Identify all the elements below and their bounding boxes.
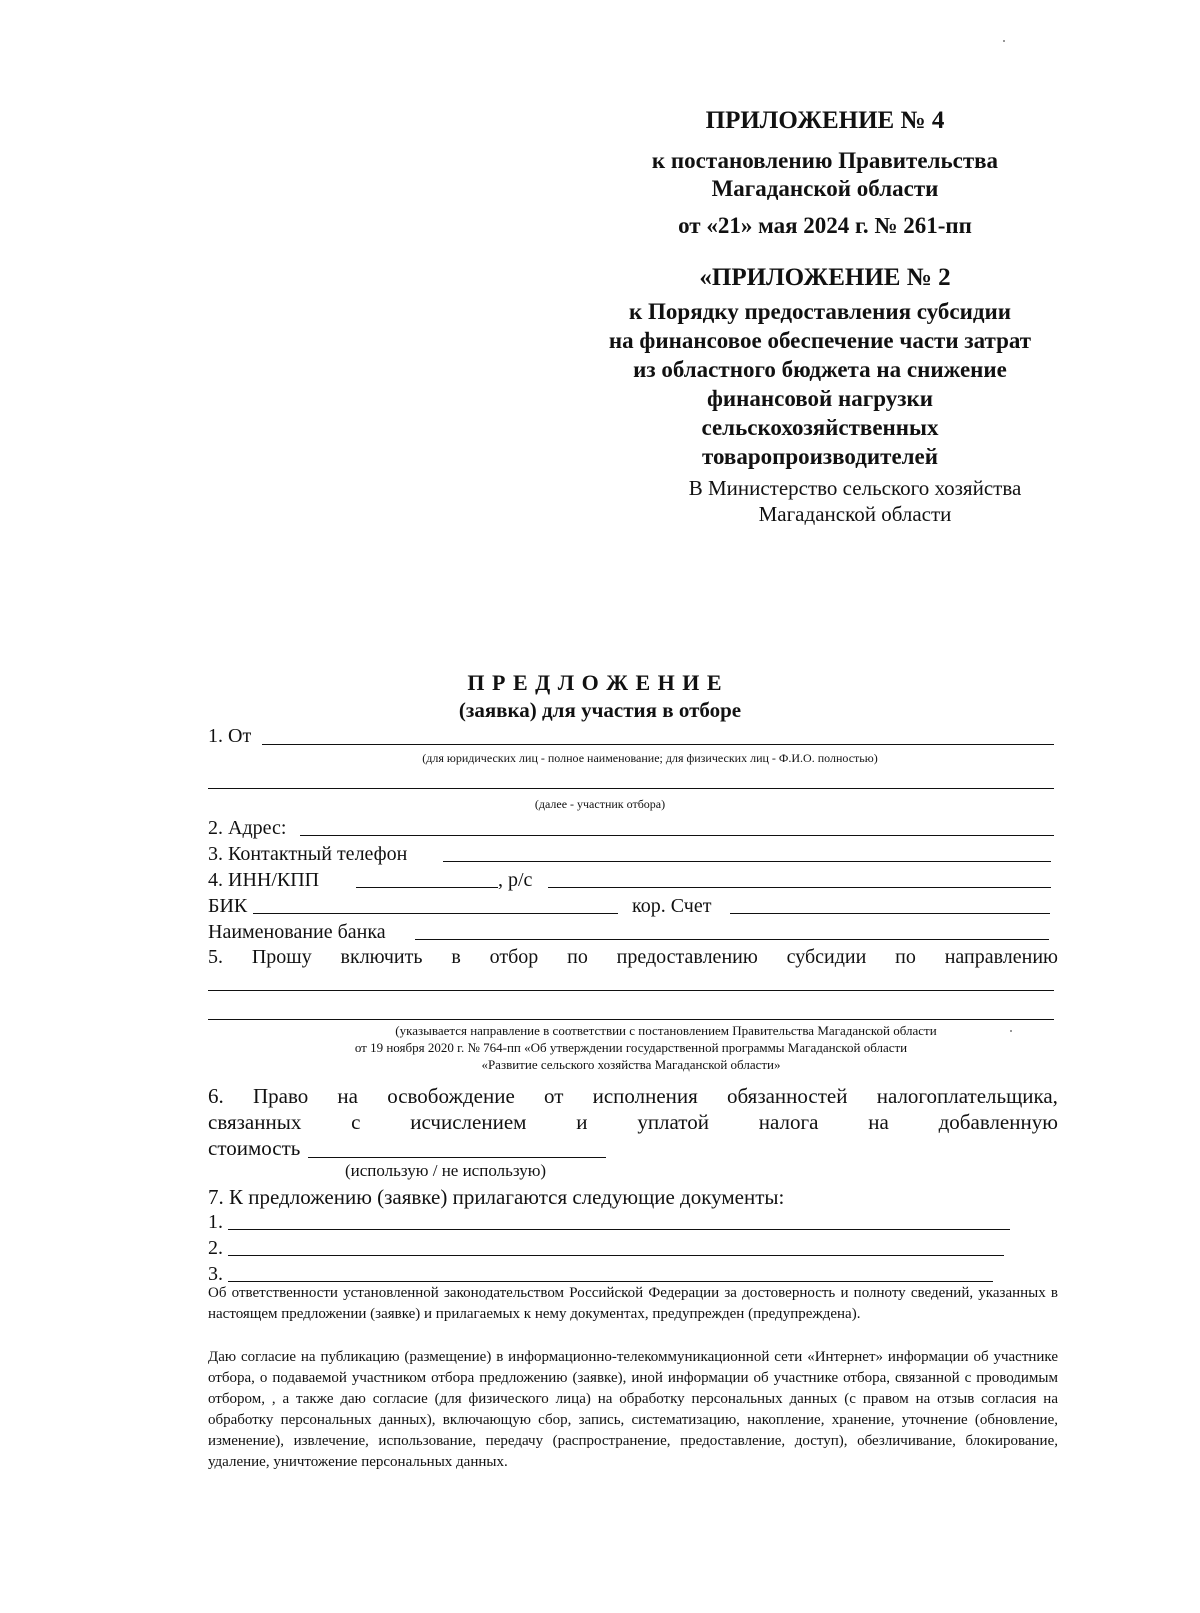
decree-line-2: Магаданской области (711, 176, 939, 201)
bik-label: БИК (208, 895, 248, 917)
consent-text: Даю согласие на публикацию (размещение) в информационно-телекоммуникационной сети «Интернет» информации об участнике отбора, о подаваемой участником отбора предложению (заявке), иной информации об участнике отбора, связанной с проводимым отбором, , а также даю согласие (для физического лица) на обработку персональных данных (с правом на отзыв согласия на обработку персональных данных), включающую сбор, запись, систематизацию, накопление, хранение, уточнение (обновление, изменение), извлечение, использование, передачу (распространение, предоставление, доступ), обезличивание, блокирование, удаление, уничтожение персональных данных. (208, 1349, 1058, 1470)
order-line: из областного бюджета на снижение (633, 357, 1007, 382)
from-field[interactable] (262, 744, 1054, 745)
item-6-word: исполнения (592, 1084, 698, 1108)
item-6-word: исчислением (410, 1110, 527, 1134)
item-6-word: с (351, 1110, 361, 1134)
item-6-word: 6. (208, 1084, 224, 1108)
phone-field[interactable] (443, 861, 1051, 862)
item-6-word: обязанностей (727, 1084, 848, 1108)
doc-field-2[interactable] (228, 1255, 1004, 1256)
form-title: П Р Е Д Л О Ж Е Н И Е (467, 670, 723, 695)
item-5-word: в (451, 946, 461, 968)
direction-hint-line: (указывается направление в соответствии с постановлением Правительства Магаданской области (395, 1023, 937, 1038)
decree-line-1: к постановлению Правительства (651, 148, 999, 173)
from-label: 1. От (208, 725, 252, 747)
item-5-word: Прошу (251, 946, 312, 968)
order-title-block (560, 297, 1080, 471)
direction-hint-line: «Развитие сельского хозяйства Магаданской области» (481, 1057, 781, 1072)
item-6-word: налогоплательщика, (876, 1084, 1058, 1108)
order-line: на финансовое обеспечение части затрат (608, 328, 1032, 353)
appendix-2-title: «ПРИЛОЖЕНИЕ № 2 (699, 264, 951, 291)
item-6-line-1 (208, 1083, 1058, 1109)
form-subtitle: (заявка) для участия в отборе (458, 698, 742, 722)
item-6-word: от (543, 1084, 564, 1108)
item-6-word: налога (758, 1110, 819, 1134)
item-5-word: включить (340, 946, 423, 968)
bik-field[interactable] (253, 913, 618, 914)
order-line: товаропроизводителей (701, 444, 939, 469)
inn-label: 4. ИНН/КПП (208, 869, 320, 891)
inn-field[interactable] (356, 887, 498, 888)
item-5-word: отбор (489, 946, 539, 968)
doc-number-3: 3. (208, 1263, 223, 1285)
bank-label: Наименование банка (208, 921, 386, 943)
participant-hint: (далее - участник отбора) (534, 797, 666, 811)
item-5-word: по (567, 946, 588, 968)
direction-hint-line: от 19 ноября 2020 г. № 764-пп «Об утверждении государственной программы Магаданской области (354, 1040, 908, 1055)
address-label: 2. Адрес: (208, 817, 287, 839)
scan-speck (1010, 1030, 1012, 1032)
doc-field-1[interactable] (228, 1229, 1010, 1230)
address-field[interactable] (300, 835, 1054, 836)
item-6-line-3: стоимость (208, 1136, 301, 1160)
corr-account-label: кор. Счет (632, 895, 712, 917)
order-line: к Порядку предоставления субсидии (629, 299, 1011, 324)
account-label: , р/с (498, 869, 533, 891)
from-field-continued[interactable] (208, 788, 1054, 789)
item-6-word: Право (252, 1084, 309, 1108)
recipient-line-2: Магаданской области (758, 502, 952, 526)
decree-date: от «21» мая 2024 г. № 261-пп (678, 213, 972, 238)
direction-field-1[interactable] (208, 990, 1054, 991)
item-5-word: субсидии (786, 946, 867, 968)
bank-field[interactable] (415, 939, 1049, 940)
corr-account-field[interactable] (730, 913, 1050, 914)
item-5-text (208, 944, 1058, 970)
doc-number-2: 2. (208, 1237, 223, 1259)
responsibility-text: Об ответственности установленной законодательством Российской Федерации за достоверность и полноту сведений, указанных в настоящем предложении (заявке) и прилагаемых к нему документах, предупрежден (предупреждена). (208, 1285, 1058, 1322)
scan-speck (1003, 40, 1005, 42)
order-line: финансовой нагрузки (706, 386, 933, 411)
item-5-word: по (895, 946, 916, 968)
item-6-word: и (576, 1110, 588, 1134)
appendix-4-title: ПРИЛОЖЕНИЕ № 4 (705, 107, 945, 134)
item-5-word: предоставлению (616, 946, 758, 968)
item-6-word: освобождение (387, 1084, 515, 1108)
item-6-word: добавленную (938, 1110, 1058, 1134)
vat-hint: (использую / не использую) (345, 1161, 547, 1180)
vat-field[interactable] (308, 1157, 606, 1158)
direction-field-2[interactable] (208, 1019, 1054, 1020)
item-7-label: 7. К предложению (заявке) прилагаются следующие документы: (208, 1185, 785, 1209)
account-field[interactable] (548, 887, 1051, 888)
phone-label: 3. Контактный телефон (208, 843, 408, 865)
item-6-word: связанных (208, 1110, 302, 1134)
item-6-line-2 (208, 1109, 1058, 1135)
doc-number-1: 1. (208, 1211, 223, 1233)
item-6-word: на (868, 1110, 889, 1134)
from-hint: (для юридических лиц - полное наименование; для физических лиц - Ф.И.О. полностью) (422, 751, 878, 765)
item-6-word: уплатой (637, 1110, 709, 1134)
recipient-line-1: В Министерство сельского хозяйства (688, 476, 1022, 500)
doc-field-3[interactable] (228, 1281, 993, 1282)
item-5-word: 5. (208, 946, 223, 968)
order-line: сельскохозяйственных (701, 415, 939, 440)
item-6-word: на (337, 1084, 358, 1108)
item-5-word: направлению (944, 946, 1058, 968)
direction-hint (208, 1022, 1054, 1073)
